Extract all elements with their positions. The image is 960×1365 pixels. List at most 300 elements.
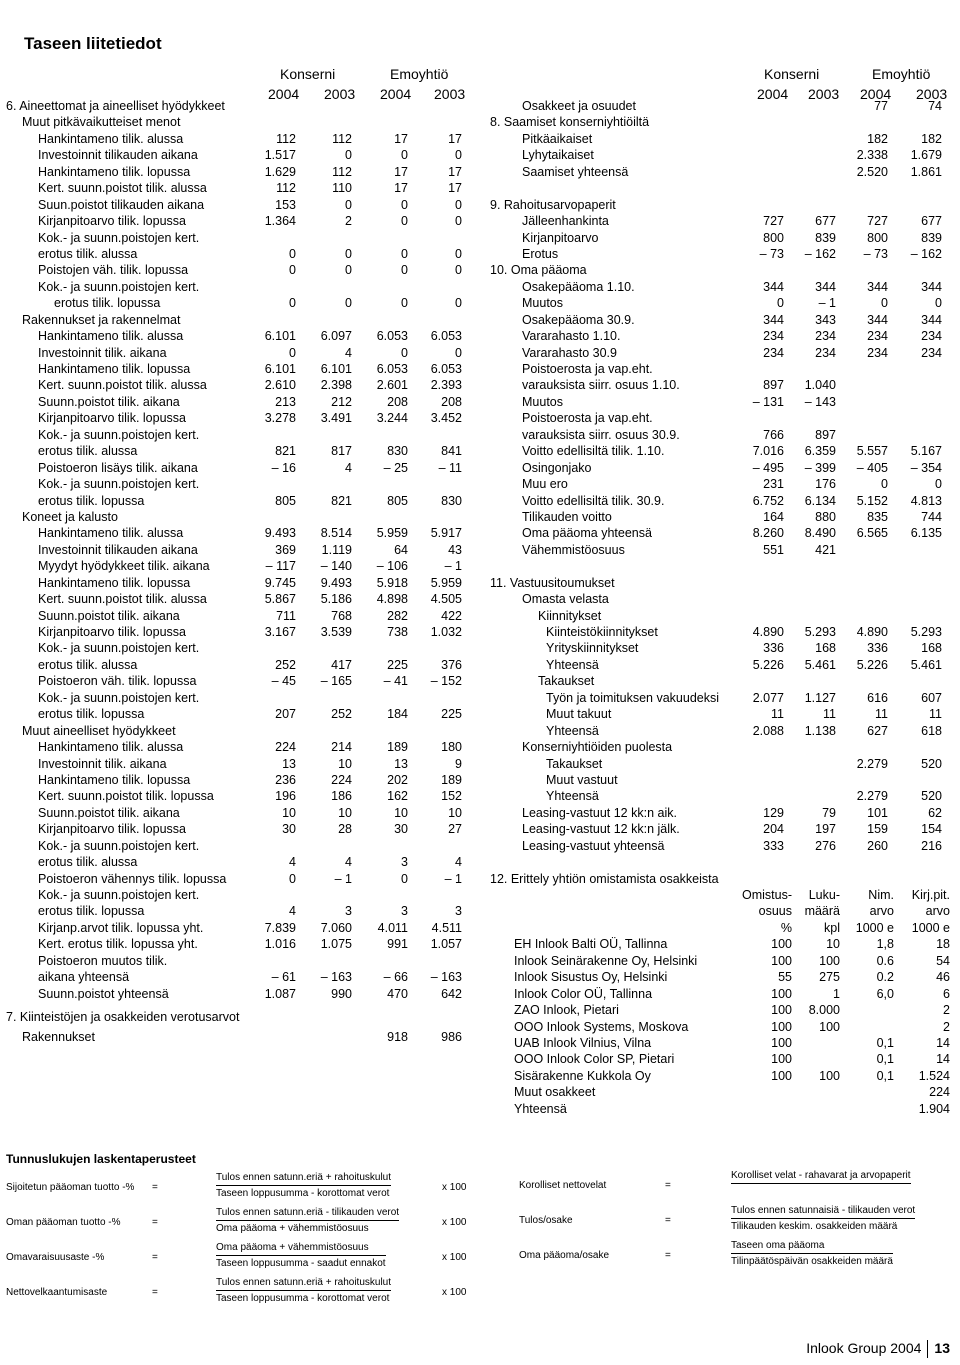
row-value: 0 xyxy=(455,345,462,360)
row-value: 234 xyxy=(815,345,836,360)
shares-header-cell: arvo xyxy=(925,904,950,919)
row-value: 344 xyxy=(921,312,942,327)
table-row xyxy=(490,410,954,426)
row-label: Leasing-vastuut 12 kk:n jälk. xyxy=(522,822,680,837)
row-value: 1.517 xyxy=(264,148,296,163)
formulas-left xyxy=(6,1152,476,1312)
row-label: Muut takuut xyxy=(546,707,612,722)
shares-row-value: 2 xyxy=(943,1019,950,1034)
row-value: 1.032 xyxy=(430,625,462,639)
row-value: 0 xyxy=(455,246,462,261)
row-value: 344 xyxy=(921,279,942,294)
row-value: 744 xyxy=(921,509,942,524)
row-value: 3 xyxy=(401,904,408,919)
row-label: Kok.- ja suunn.poistojen kert. xyxy=(38,477,200,492)
table-row xyxy=(6,164,470,180)
row-value: 5.226 xyxy=(752,657,784,672)
row-label: erotus tilik. lopussa xyxy=(38,707,145,722)
table-row xyxy=(490,591,954,607)
shares-row xyxy=(490,1002,954,1018)
konserni-header: Konserni xyxy=(764,66,820,82)
row-label: Hankintameno tilik. lopussa xyxy=(38,362,191,376)
row-value: – 1 xyxy=(818,296,836,311)
row-label: erotus tilik. lopussa xyxy=(38,904,145,919)
row-value: 10 xyxy=(338,756,352,771)
formula-equals: = xyxy=(665,1215,671,1226)
row-label: Kiinteistökiinnitykset xyxy=(546,625,658,639)
page-number: 13 xyxy=(934,1340,950,1356)
row-value: 5.959 xyxy=(430,575,462,590)
shares-table xyxy=(490,936,954,1117)
row-label: Yrityskiinnitykset xyxy=(546,641,639,656)
row-value: 0 xyxy=(881,477,888,492)
row-value: 3 xyxy=(345,904,352,919)
row-value: 4.890 xyxy=(752,625,784,639)
row-value: 4.511 xyxy=(431,920,462,935)
row-value: 711 xyxy=(276,608,296,623)
row-value: 880 xyxy=(815,509,836,524)
row-value: – 1 xyxy=(444,871,462,886)
row-value: 159 xyxy=(867,822,888,837)
shares-row-value: 100 xyxy=(771,1052,792,1067)
row-value: 234 xyxy=(867,329,888,344)
row-value: 236 xyxy=(275,772,296,787)
emoyhtio-header: Emoyhtiö xyxy=(872,66,931,82)
formula-name: Korolliset nettovelat xyxy=(519,1180,607,1191)
shares-header-cell: arvo xyxy=(869,904,894,919)
row-value: 1.016 xyxy=(264,937,296,952)
shares-header-cell: 1000 e xyxy=(855,920,894,935)
year-header: 2003 xyxy=(434,86,466,102)
row-value: 0 xyxy=(401,197,408,212)
row-label: 9. Rahoitusarvopaperit xyxy=(490,197,616,212)
row-value: 839 xyxy=(921,230,942,245)
row-value: 0 xyxy=(401,263,408,278)
row-label: Lyhytaikaiset xyxy=(522,148,594,163)
row-label: Pitkäaikaiset xyxy=(522,131,593,146)
year-header: 2004 xyxy=(268,86,300,102)
row-value: 1.057 xyxy=(430,937,462,952)
row-value: 180 xyxy=(441,740,462,755)
row-value: 10 xyxy=(282,805,296,820)
row-value: 6.101 xyxy=(264,329,296,344)
formula-equals: = xyxy=(665,1250,671,1261)
row-value: 607 xyxy=(921,690,942,705)
row-value: 212 xyxy=(331,394,352,409)
shares-header-cell: määrä xyxy=(804,904,840,919)
row-label: Myydyt hyödykkeet tilik. aikana xyxy=(38,559,210,574)
row-value: 4.898 xyxy=(376,592,408,607)
formula-name: Sijoitetun pääoman tuotto -% xyxy=(6,1182,135,1193)
row-value: 618 xyxy=(921,723,942,738)
row-label: varauksista siirr. osuus 30.9. xyxy=(522,427,680,442)
row-value: 839 xyxy=(815,230,836,245)
table-row xyxy=(6,427,470,443)
table-row xyxy=(6,493,470,509)
row-value: 231 xyxy=(763,477,784,492)
row-value: 1.861 xyxy=(910,164,942,179)
row-label: aikana yhteensä xyxy=(38,970,130,985)
row-value: 0 xyxy=(345,197,352,212)
formula-multiplier: x 100 xyxy=(442,1287,467,1298)
table-row xyxy=(6,788,470,804)
row-value: 2.393 xyxy=(430,378,462,393)
row-value: 800 xyxy=(867,230,888,245)
row-value: – 25 xyxy=(383,460,408,475)
row-value: 5.959 xyxy=(376,526,408,541)
row-label: Tilikauden voitto xyxy=(522,509,612,524)
row-value: 6.135 xyxy=(910,526,942,541)
table-row xyxy=(490,657,954,673)
table-row xyxy=(6,624,470,640)
row-label: Suunn.poistot tilik. aikana xyxy=(38,805,180,820)
row-label: Investoinnit tilikauden aikana xyxy=(38,542,198,557)
shares-header-cell: Nim. xyxy=(868,888,894,902)
row-value: 154 xyxy=(921,822,942,837)
formula-denominator: Taseen loppusumma - korottomat verot xyxy=(216,1188,390,1199)
formula-numerator: Tulos ennen satunn.eriä - tilikauden verot xyxy=(216,1207,399,1221)
formula-name: Oma pääoma/osake xyxy=(519,1250,610,1261)
table-row xyxy=(490,723,954,739)
table-row xyxy=(6,575,470,591)
row-value: 11 xyxy=(823,707,836,722)
formula-row xyxy=(6,1172,476,1207)
row-value: 6.565 xyxy=(856,526,888,541)
row-value: 830 xyxy=(387,444,408,459)
row-value: 0 xyxy=(345,148,352,163)
row-value: 3.491 xyxy=(320,411,352,426)
table-row xyxy=(6,328,470,344)
row-value: 2.520 xyxy=(856,164,888,179)
shares-row-value: 6 xyxy=(943,986,950,1001)
table-row xyxy=(6,640,470,656)
row-value: 990 xyxy=(331,986,352,1001)
formula-equals: = xyxy=(152,1252,158,1263)
shares-row-value: 100 xyxy=(771,953,792,968)
row-label: Omasta velasta xyxy=(522,592,609,607)
table-row xyxy=(490,476,954,492)
table-row xyxy=(490,230,954,246)
table-row xyxy=(490,246,954,262)
row-value: 208 xyxy=(441,394,462,409)
row-value: 5.867 xyxy=(264,592,296,607)
shares-row xyxy=(490,1101,954,1117)
row-value: – 1 xyxy=(334,871,352,886)
table-row xyxy=(490,295,954,311)
row-value: 5.186 xyxy=(320,592,352,607)
table-row xyxy=(490,493,954,509)
table-row xyxy=(490,575,954,591)
row-value: – 1 xyxy=(444,559,462,574)
row-value: – 11 xyxy=(438,460,462,475)
row-label: Kok.- ja suunn.poistojen kert. xyxy=(38,690,200,705)
right-table xyxy=(490,98,954,887)
shares-row-label: Inlook Color OÜ, Tallinna xyxy=(514,986,653,1001)
shares-row xyxy=(490,936,954,952)
row-value: 101 xyxy=(867,805,888,820)
row-value: 6.359 xyxy=(804,444,836,459)
table-row xyxy=(6,723,470,739)
row-value: 3.278 xyxy=(264,411,296,426)
row-label: Kert. suunn.poistot tilik. alussa xyxy=(38,378,207,393)
shares-row-label: EH Inlook Balti OÜ, Tallinna xyxy=(514,937,668,952)
table-row xyxy=(6,147,470,163)
table-row xyxy=(490,361,954,377)
row-value: 6.097 xyxy=(320,329,352,344)
row-value: 5.226 xyxy=(856,657,888,672)
row-value: 282 xyxy=(387,608,408,623)
shares-row-value: 14 xyxy=(936,1052,950,1067)
table-row xyxy=(490,756,954,772)
year-header: 2004 xyxy=(380,86,412,102)
row-label: Kert. erotus tilik. lopussa yht. xyxy=(38,937,198,952)
row-value: 7.016 xyxy=(752,444,784,459)
row-value: 1.119 xyxy=(321,542,352,557)
table-row xyxy=(490,394,954,410)
row-value: 207 xyxy=(275,707,296,722)
row-value: 112 xyxy=(332,131,352,146)
formula-numerator: Tulos ennen satunn.eriä + rahoituskulut xyxy=(216,1277,391,1291)
row-label: Kirjanp.arvot tilik. lopussa yht. xyxy=(38,920,204,935)
formula-multiplier: x 100 xyxy=(442,1217,467,1228)
shares-row-value: 0,1 xyxy=(876,1052,894,1067)
table-row xyxy=(6,460,470,476)
shares-row-value: 6,0 xyxy=(876,986,894,1001)
row-value: 336 xyxy=(867,641,888,656)
formula-fraction xyxy=(216,1172,391,1199)
row-label: Osakepääoma 30.9. xyxy=(522,312,635,327)
row-label: erotus tilik. lopussa xyxy=(54,296,161,311)
table-row xyxy=(490,279,954,295)
row-label: Kok.- ja suunn.poistojen kert. xyxy=(38,641,200,656)
table-row xyxy=(490,377,954,393)
table-row xyxy=(490,788,954,804)
table-row xyxy=(6,525,470,541)
table-row xyxy=(490,854,954,870)
formula-numerator: Korolliset velat - rahavarat ja arvopaperit xyxy=(731,1170,911,1184)
table-row xyxy=(490,640,954,656)
shares-row-label: UAB Inlook Vilnius, Vilna xyxy=(514,1035,652,1050)
row-value: 5.167 xyxy=(910,444,942,459)
row-value: 5.557 xyxy=(856,444,888,459)
row-value: 336 xyxy=(763,641,784,656)
row-label: 10. Oma pääoma xyxy=(490,263,587,278)
row-value: 2.077 xyxy=(752,690,784,705)
row-label: erotus tilik. alussa xyxy=(38,855,138,870)
row-value: 5.152 xyxy=(856,493,888,508)
row-label: 12. Erittely yhtiön omistamista osakkeista xyxy=(490,871,719,886)
table-row xyxy=(490,345,954,361)
formula-row xyxy=(6,1207,476,1242)
row-value: 112 xyxy=(276,131,296,146)
row-value: 821 xyxy=(331,493,352,508)
row-label: Kirjanpitoarvo tilik. lopussa xyxy=(38,822,186,837)
table-row xyxy=(490,608,954,624)
shares-header xyxy=(490,887,954,936)
row-label: Hankintameno tilik. alussa xyxy=(38,526,184,541)
row-value: 112 xyxy=(276,181,296,196)
shares-row-label: Inlook Sisustus Oy, Helsinki xyxy=(514,970,668,985)
table-row xyxy=(490,624,954,640)
row-value: – 165 xyxy=(320,674,352,689)
formula-denominator xyxy=(731,1184,911,1186)
table-row xyxy=(6,312,470,328)
row-value: 79 xyxy=(822,805,836,820)
row-value: 835 xyxy=(867,509,888,524)
row-label: Osakepääoma 1.10. xyxy=(522,279,635,294)
row-value: – 16 xyxy=(271,460,296,475)
row-value: 0 xyxy=(289,263,296,278)
shares-row-value: 100 xyxy=(771,1068,792,1083)
row-value: 196 xyxy=(275,789,296,804)
shares-row-value: 55 xyxy=(778,970,792,985)
row-label: Osingonjako xyxy=(522,460,592,475)
shares-row-value: 224 xyxy=(929,1085,950,1100)
row-value: 182 xyxy=(867,131,888,146)
row-label: erotus tilik. lopussa xyxy=(38,493,145,508)
row-value: 830 xyxy=(441,493,462,508)
row-value: – 117 xyxy=(265,559,296,574)
row-value: 197 xyxy=(815,822,836,837)
row-value: 64 xyxy=(394,542,408,557)
row-value: 344 xyxy=(815,279,836,294)
row-label: Muut vastuut xyxy=(546,772,618,787)
row-value: 77 xyxy=(874,99,888,113)
shares-row-value: 1,8 xyxy=(876,937,894,952)
table-row xyxy=(490,739,954,755)
table-row xyxy=(6,936,470,952)
shares-header-cell: kpl xyxy=(824,920,840,935)
konserni-header: Konserni xyxy=(280,66,336,82)
table-row xyxy=(490,262,954,278)
row-label: Osakkeet ja osuudet xyxy=(522,99,636,113)
row-value: 30 xyxy=(282,822,296,837)
row-value: 28 xyxy=(338,822,352,837)
row-value: 176 xyxy=(815,477,836,492)
row-value: 260 xyxy=(867,838,888,853)
row-label: Kert. suunn.poistot tilik. alussa xyxy=(38,181,207,196)
shares-row-value: 0.6 xyxy=(876,953,894,968)
row-value: 520 xyxy=(921,756,942,771)
row-value: 6.053 xyxy=(376,329,408,344)
shares-row-label: Sisärakenne Kukkola Oy xyxy=(514,1068,651,1083)
row-label: Leasing-vastuut 12 kk:n aik. xyxy=(522,805,677,820)
row-value: 8.490 xyxy=(804,526,836,541)
row-label: varauksista siirr. osuus 1.10. xyxy=(522,378,680,393)
formula-numerator: Tulos ennen satunn.eriä + rahoituskulut xyxy=(216,1172,391,1186)
formula-denominator: Tilinpäätöspäivän osakkeiden määrä xyxy=(731,1256,893,1267)
formula-name: Tulos/osake xyxy=(519,1215,573,1226)
row-value: – 152 xyxy=(430,674,462,689)
table-row xyxy=(6,1002,470,1029)
row-value: 333 xyxy=(763,838,784,853)
shares-row-label: Yhteensä xyxy=(514,1101,567,1116)
row-value: 4.011 xyxy=(377,920,408,935)
shares-row-label: OOO Inlook Color SP, Pietari xyxy=(514,1052,675,1067)
row-label: Takaukset xyxy=(546,756,603,771)
row-value: 5.293 xyxy=(910,625,942,639)
formula-equals: = xyxy=(152,1182,158,1193)
row-label: Poistoerosta ja vap.eht. xyxy=(522,362,653,376)
row-value: 3 xyxy=(401,855,408,870)
row-label: 7. Kiinteistöjen ja osakkeiden verotusarvot xyxy=(6,1010,240,1025)
row-label: Jälleenhankinta xyxy=(522,214,609,229)
row-value: 17 xyxy=(394,164,408,179)
row-value: 344 xyxy=(867,279,888,294)
table-row xyxy=(6,805,470,821)
row-value: 3.539 xyxy=(320,625,352,639)
table-row xyxy=(490,821,954,837)
row-label: Oma pääoma yhteensä xyxy=(522,526,652,541)
row-value: 9.493 xyxy=(320,575,352,590)
formula-name: Nettovelkaantumisaste xyxy=(6,1287,108,1298)
row-value: 642 xyxy=(441,986,462,1001)
year-header: 2003 xyxy=(916,86,948,102)
shares-row xyxy=(490,1084,954,1100)
row-value: 421 xyxy=(815,542,836,557)
row-value: 153 xyxy=(275,197,296,212)
row-value: 11 xyxy=(771,707,784,722)
row-label: Suunn.poistot tilik. aikana xyxy=(38,394,180,409)
shares-row-label: ZAO Inlook, Pietari xyxy=(514,1003,619,1018)
row-value: 6.053 xyxy=(376,362,408,376)
row-value: 17 xyxy=(448,131,462,146)
formula-denominator: Taseen loppusumma - saadut ennakot xyxy=(216,1258,386,1269)
row-value: – 495 xyxy=(752,460,784,475)
formula-fraction xyxy=(731,1205,915,1232)
row-value: 234 xyxy=(867,345,888,360)
row-value: 62 xyxy=(928,805,942,820)
shares-row-value: 100 xyxy=(771,1019,792,1034)
shares-row xyxy=(490,953,954,969)
row-value: 897 xyxy=(763,378,784,393)
table-row xyxy=(490,673,954,689)
row-value: 252 xyxy=(275,657,296,672)
row-value: 7.060 xyxy=(320,920,352,935)
row-value: – 45 xyxy=(271,674,296,689)
table-row xyxy=(490,525,954,541)
row-label: erotus tilik. alussa xyxy=(38,657,138,672)
table-row xyxy=(490,114,954,130)
row-value: 986 xyxy=(441,1030,462,1045)
row-label: Muu ero xyxy=(522,477,568,492)
row-value: 17 xyxy=(394,181,408,196)
row-label: 8. Saamiset konserniyhtiöiltä xyxy=(490,115,650,130)
year-header: 2004 xyxy=(757,86,789,102)
row-label: erotus tilik. alussa xyxy=(38,246,138,261)
table-row xyxy=(6,476,470,492)
shares-row-label: Inlook Seinärakenne Oy, Helsinki xyxy=(514,953,698,968)
row-value: 234 xyxy=(921,345,942,360)
row-value: 1.127 xyxy=(804,690,836,705)
row-value: 1.040 xyxy=(804,378,836,393)
table-row xyxy=(490,558,954,574)
row-value: 4.890 xyxy=(856,625,888,639)
row-value: 4 xyxy=(345,855,352,870)
row-value: 5.918 xyxy=(376,575,408,590)
table-row xyxy=(6,673,470,689)
row-value: 343 xyxy=(815,312,836,327)
table-row xyxy=(6,443,470,459)
shares-row-value: 1 xyxy=(833,986,840,1001)
row-label: Hankintameno tilik. alussa xyxy=(38,131,184,146)
row-value: 2.338 xyxy=(856,148,888,163)
row-value: 4 xyxy=(345,345,352,360)
shares-header-cell: % xyxy=(780,920,792,935)
table-row xyxy=(6,756,470,772)
table-row xyxy=(490,460,954,476)
row-value: 2.601 xyxy=(376,378,408,393)
